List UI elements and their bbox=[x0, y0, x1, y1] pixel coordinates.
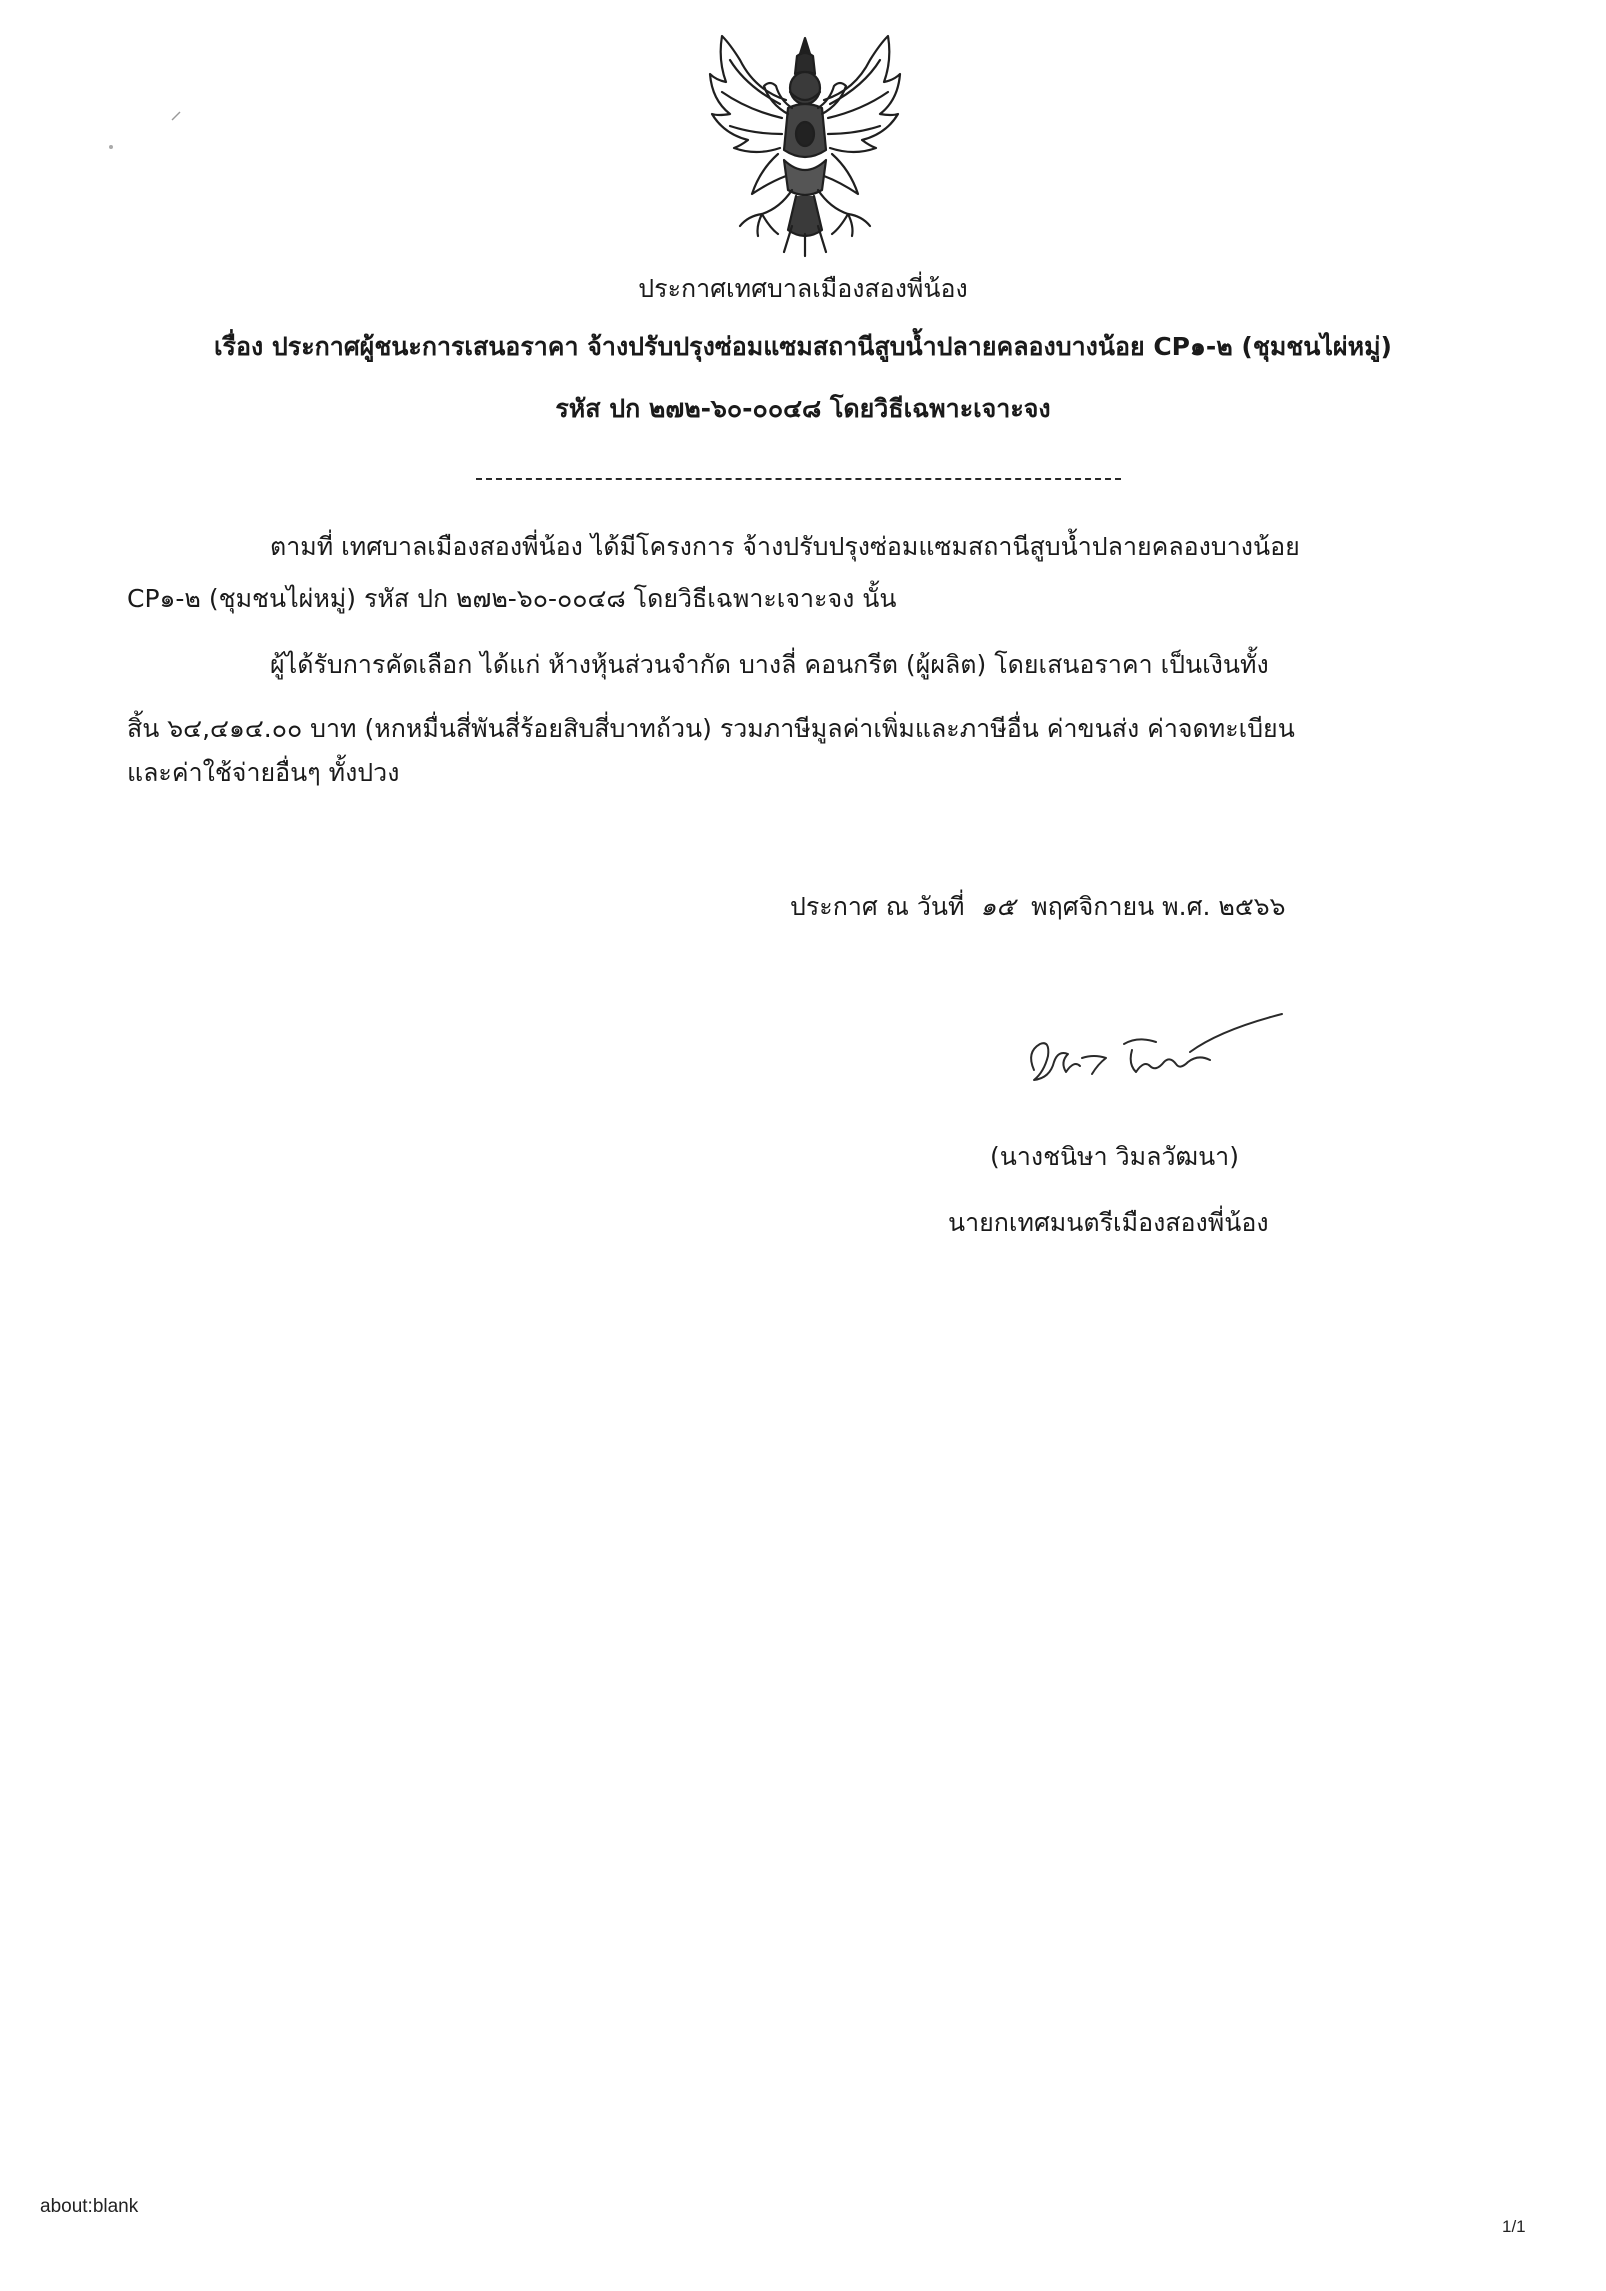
signer-position: นายกเทศมนตรีเมืองสองพี่น้อง bbox=[948, 1208, 1269, 1237]
scan-speck bbox=[106, 142, 116, 152]
paragraph-2-line-2: สิ้น ๖๔,๔๑๔.๐๐ บาท (หกหมื่นสี่พันสี่ร้อยสิบสี่บาทถ้วน) รวมภาษีมูลค่าเพิ่มและภาษีอื่น ค่าขนส่ง ค่าจดทะเบียน bbox=[127, 714, 1295, 743]
announcement-subject: เรื่อง ประกาศผู้ชนะการเสนอราคา จ้างปรับปรุงซ่อมแซมสถานีสูบน้ำปลายคลองบางน้อย CP๑-๒ (ชุมชนไผ่หมู่) bbox=[214, 332, 1392, 361]
paragraph-1-line-1: ตามที่ เทศบาลเมืองสองพี่น้อง ได้มีโครงการ จ้างปรับปรุงซ่อมแซมสถานีสูบน้ำปลายคลองบางน้อย bbox=[270, 532, 1300, 561]
handwritten-signature bbox=[1020, 1000, 1290, 1100]
signer-name: (นางชนิษา วิมลวัฒนา) bbox=[990, 1142, 1239, 1171]
announcement-title: ประกาศเทศบาลเมืองสองพี่น้อง bbox=[638, 274, 968, 303]
scan-speck bbox=[170, 110, 184, 124]
print-footer-page-number: 1/1 bbox=[1502, 2217, 1526, 2236]
print-footer-url: about:blank bbox=[40, 2196, 139, 2217]
announcement-date bbox=[790, 890, 1286, 924]
paragraph-2-line-3: และค่าใช้จ่ายอื่นๆ ทั้งปวง bbox=[127, 758, 400, 787]
paragraph-1-line-2: CP๑-๒ (ชุมชนไผ่หมู่) รหัส ปก ๒๗๒-๖๐-๐๐๔๘ โดยวิธีเฉพาะเจาะจง นั้น bbox=[127, 584, 897, 613]
date-day-handwritten: ๑๕ bbox=[980, 892, 1016, 921]
header-divider bbox=[476, 478, 1121, 480]
garuda-emblem bbox=[700, 30, 910, 260]
date-suffix: พฤศจิกายน พ.ศ. ๒๕๖๖ bbox=[1031, 892, 1286, 921]
date-prefix: ประกาศ ณ วันที่ bbox=[790, 892, 965, 921]
project-code-line: รหัส ปก ๒๗๒-๖๐-๐๐๔๘ โดยวิธีเฉพาะเจาะจง bbox=[555, 394, 1051, 423]
paragraph-2-line-1: ผู้ได้รับการคัดเลือก ได้แก่ ห้างหุ้นส่วนจำกัด บางลี่ คอนกรีต (ผู้ผลิต) โดยเสนอราคา เป็นเงินทั้ง bbox=[270, 650, 1269, 679]
